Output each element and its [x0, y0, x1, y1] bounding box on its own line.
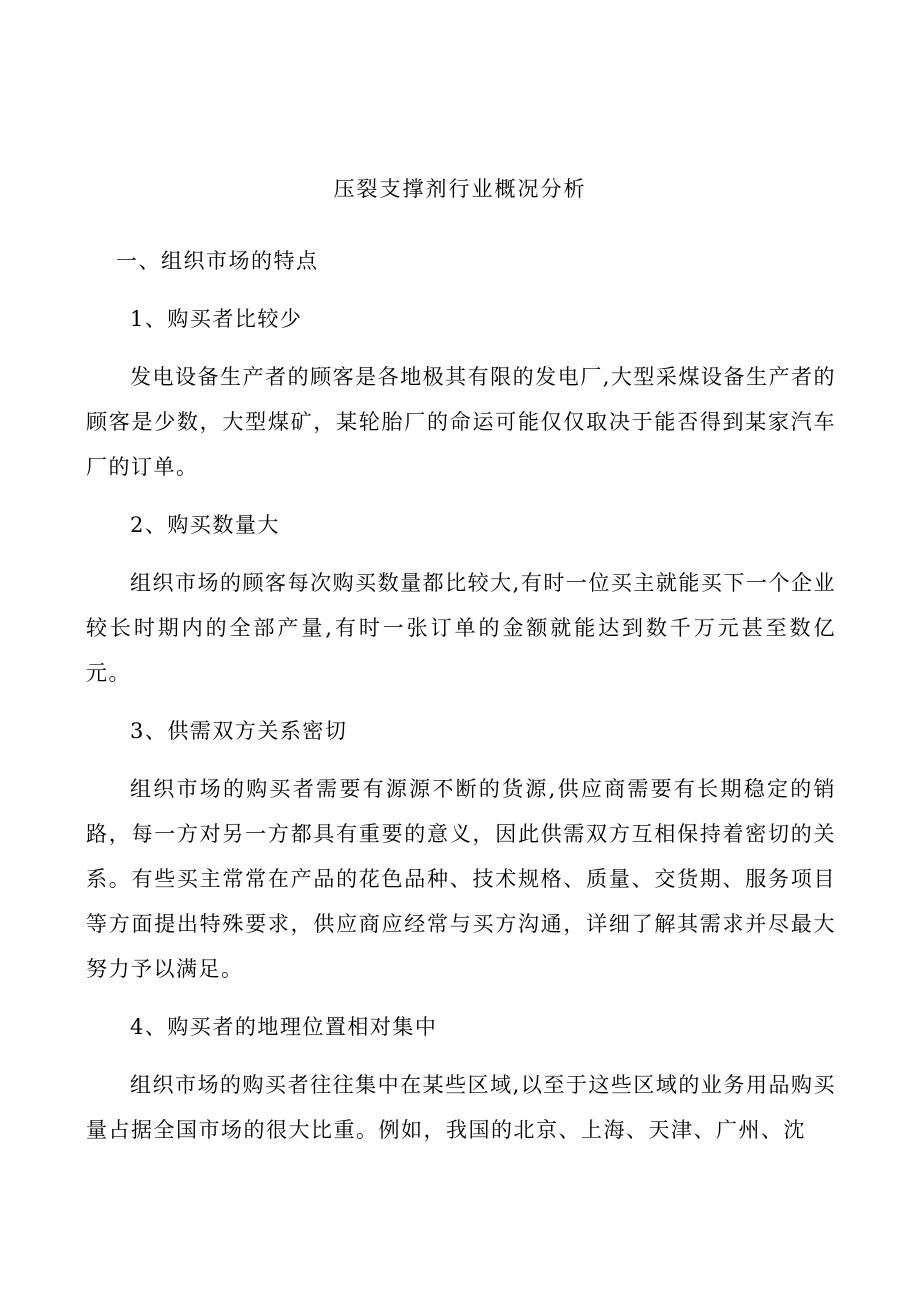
- document-body: [86, 239, 836, 1166]
- body-paragraph: 组织市场的购买者往往集中在某些区域,以至于这些区域的业务用品购买量占据全国市场的很大比重。例如，我国的北京、上海、天津、广州、沈: [86, 1073, 836, 1142]
- subsection-heading: 1、购买者比较少: [130, 307, 303, 331]
- body-paragraph: 组织市场的购买者需要有源源不断的货源,供应商需要有长期稳定的销路，每一方对另一方都具有重要的意义，因此供需双方互相保持着密切的关系。有些买主常常在产品的花色品种、技术规格、质量、交货期、服务项目等方面提出特殊要求，供应商应经常与买方沟通，详细了解其需求并尽最大努力予以满足。: [86, 777, 836, 981]
- subsection-heading: 3、供需双方关系密切: [130, 719, 348, 743]
- subsection-heading: 4、购买者的地理位置相对集中: [130, 1015, 438, 1039]
- body-paragraph: 发电设备生产者的顾客是各地极其有限的发电厂,大型采煤设备生产者的顾客是少数，大型煤矿，某轮胎厂的命运可能仅仅取决于能否得到某家汽车厂的订单。: [86, 365, 836, 479]
- subsection-heading: 2、购买数量大: [130, 513, 280, 537]
- section-heading: 一、组织市场的特点: [116, 249, 319, 273]
- document-title: 压裂支撑剂行业概况分析: [333, 177, 587, 201]
- body-paragraph: 组织市场的顾客每次购买数量都比较大,有时一位买主就能买下一个企业较长时期内的全部产量,有时一张订单的金额就能达到数千万元甚至数亿元。: [86, 571, 836, 685]
